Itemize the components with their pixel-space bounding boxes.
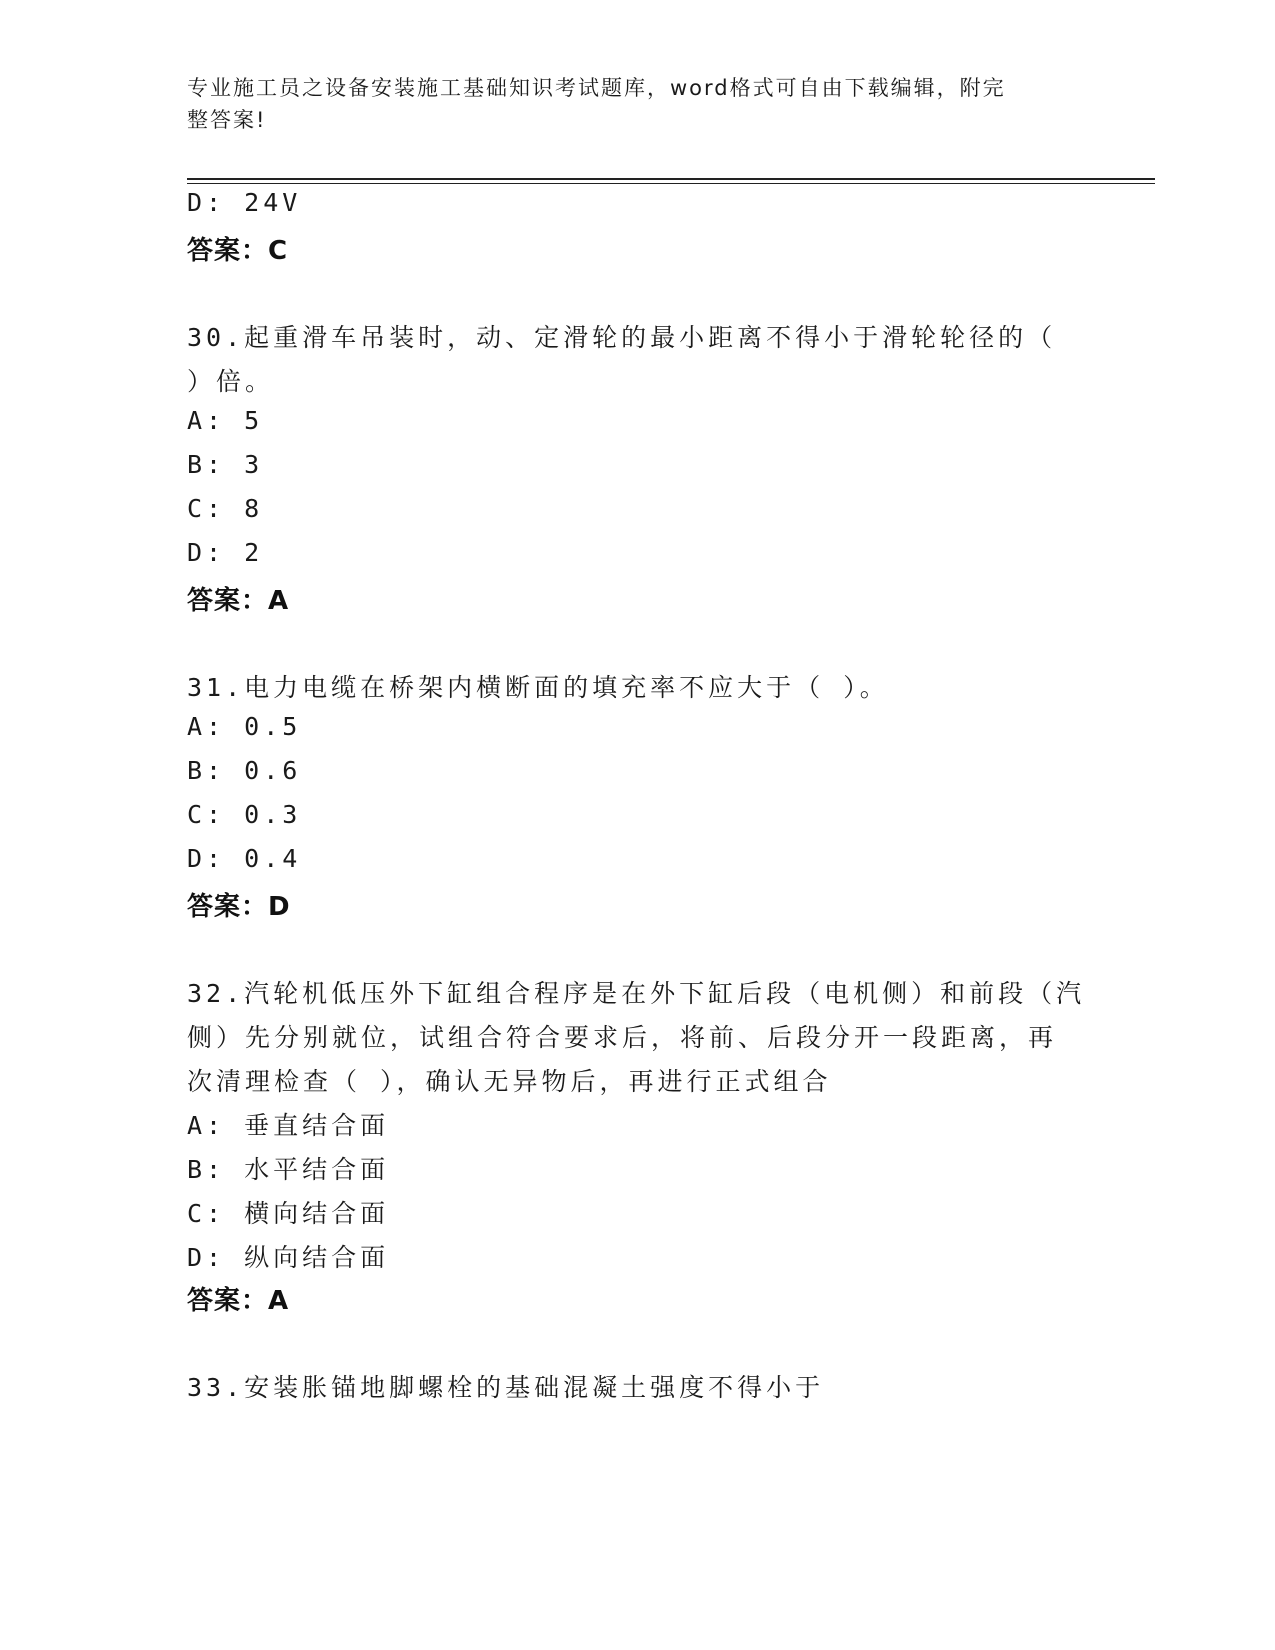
q32-answer: 答案：A — [187, 1286, 290, 1316]
q30-option-c: C: 8 — [187, 494, 264, 523]
q31-stem-line-1: 31.电力电缆在桥架内横断面的填充率不应大于（ ）。 — [187, 673, 889, 702]
prev-answer: 答案：C — [187, 236, 289, 266]
header-line-2: 整答案! — [187, 108, 267, 132]
q32-option-a: A: 垂直结合面 — [187, 1111, 390, 1140]
q30-stem-line-1: 30.起重滑车吊装时，动、定滑轮的最小距离不得小于滑轮轮径的（ — [187, 323, 1057, 352]
document-header — [187, 72, 1087, 136]
prev-option-d: D: 24V — [187, 188, 302, 217]
q32-stem-line-1: 32.汽轮机低压外下缸组合程序是在外下缸后段（电机侧）和前段（汽 — [187, 979, 1086, 1008]
q32-stem-line-2: 侧）先分别就位，试组合符合要求后，将前、后段分开一段距离，再 — [187, 1023, 1058, 1052]
q32-option-c: C: 横向结合面 — [187, 1199, 390, 1228]
q32-option-b: B: 水平结合面 — [187, 1155, 390, 1184]
q30-option-d: D: 2 — [187, 538, 264, 567]
q31-answer: 答案：D — [187, 892, 291, 922]
q31-option-c: C: 0.3 — [187, 800, 302, 829]
q30-answer: 答案：A — [187, 586, 290, 616]
header-divider-thick — [187, 178, 1155, 180]
header-line-1: 专业施工员之设备安装施工基础知识考试题库，word格式可自由下载编辑，附完 — [187, 76, 1006, 100]
q31-option-a: A: 0.5 — [187, 712, 302, 741]
q31-option-d: D: 0.4 — [187, 844, 302, 873]
q30-option-b: B: 3 — [187, 450, 264, 479]
q33-stem-line-1: 33.安装胀锚地脚螺栓的基础混凝土强度不得小于 — [187, 1373, 825, 1402]
q30-stem-line-2: ）倍。 — [187, 367, 275, 396]
q32-option-d: D: 纵向结合面 — [187, 1243, 390, 1272]
q31-option-b: B: 0.6 — [187, 756, 302, 785]
header-divider-thin — [187, 183, 1155, 184]
q30-option-a: A: 5 — [187, 406, 264, 435]
q32-stem-line-3: 次清理检查（ ），确认无异物后，再进行正式组合 — [187, 1067, 832, 1096]
